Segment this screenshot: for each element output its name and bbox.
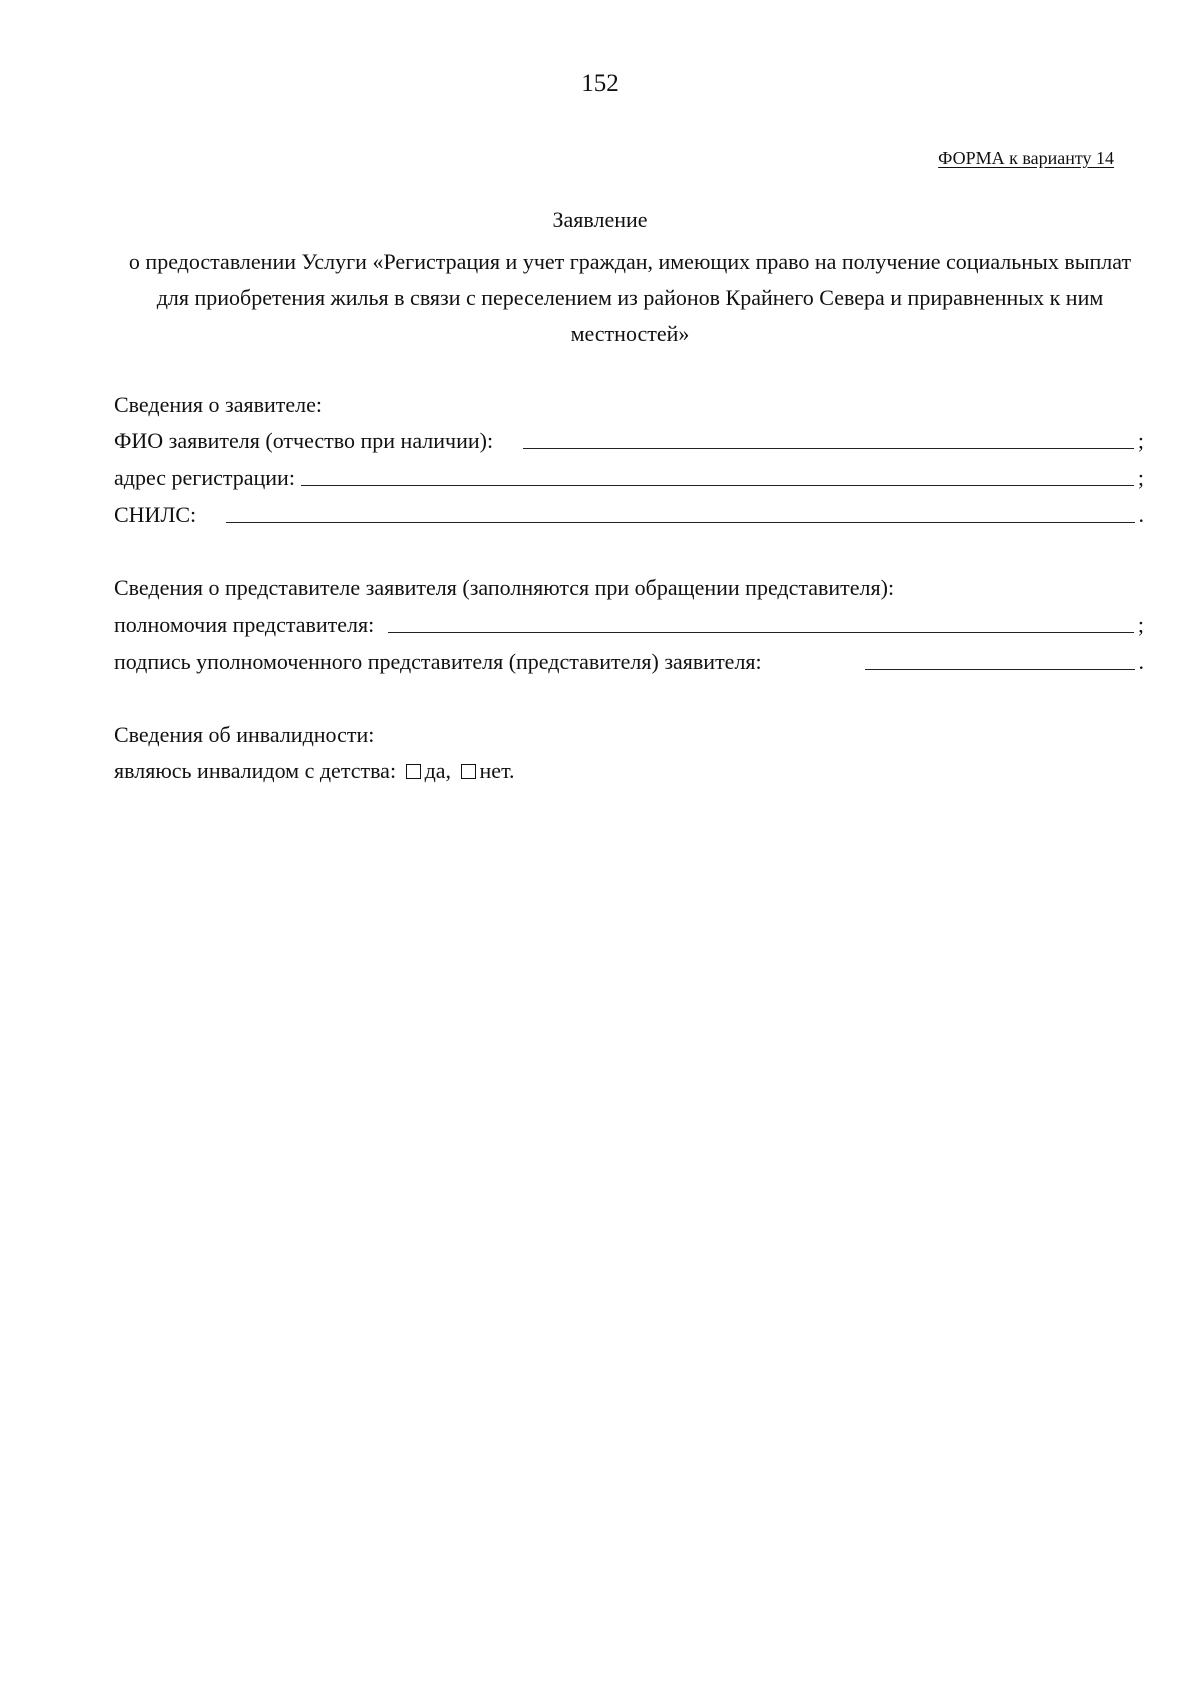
no-checkbox[interactable] [461, 764, 476, 779]
address-end-punct: ; [1137, 465, 1144, 490]
applicant-address-row [114, 463, 1144, 493]
applicant-heading: Сведения о заявителе: [114, 392, 323, 417]
address-label: адрес регистрации: [114, 465, 295, 490]
no-option-label: нет. [479, 758, 515, 783]
disability-question: являюсь инвалидом с детства: [114, 758, 397, 783]
snils-label: СНИЛС: [114, 502, 197, 527]
snils-field[interactable] [226, 500, 1134, 523]
authority-label: полномочия представителя: [114, 612, 375, 637]
full-name-field[interactable] [523, 426, 1134, 449]
document-title: Заявление [552, 207, 648, 232]
page-number: 152 [581, 70, 619, 97]
disability-question-row [114, 756, 1144, 786]
representative-authority-row [114, 610, 1144, 640]
signature-label: подпись уполномоченного представителя (представителя) заявителя: [114, 649, 762, 674]
signature-end-punct: . [1138, 649, 1144, 674]
address-field[interactable] [301, 463, 1134, 486]
authority-end-punct: ; [1137, 612, 1144, 637]
yes-checkbox[interactable] [406, 764, 421, 779]
yes-option-label: да, [424, 758, 452, 783]
representative-signature-row [114, 647, 1144, 677]
disability-heading: Сведения об инвалидности: [114, 722, 375, 747]
applicant-full-name-row [114, 426, 1144, 456]
full-name-label: ФИО заявителя (отчество при наличии): [114, 428, 494, 453]
applicant-snils-row [114, 500, 1144, 530]
signature-field[interactable] [865, 647, 1135, 670]
document-subtitle: о предоставлении Услуги «Регистрация и учет граждан, имеющих право на получение социальных выплат для приобретения жилья в связи с переселением из районов Крайнего Севера и приравненных к ним местностей» [128, 249, 1132, 346]
representative-heading: Сведения о представителе заявителя (заполняются при обращении представителя): [114, 575, 895, 600]
form-variant-label: ФОРМА к варианту 14 [938, 148, 1114, 168]
authority-field[interactable] [388, 610, 1134, 633]
full-name-end-punct: ; [1137, 428, 1144, 453]
snils-end-punct: . [1138, 502, 1144, 527]
